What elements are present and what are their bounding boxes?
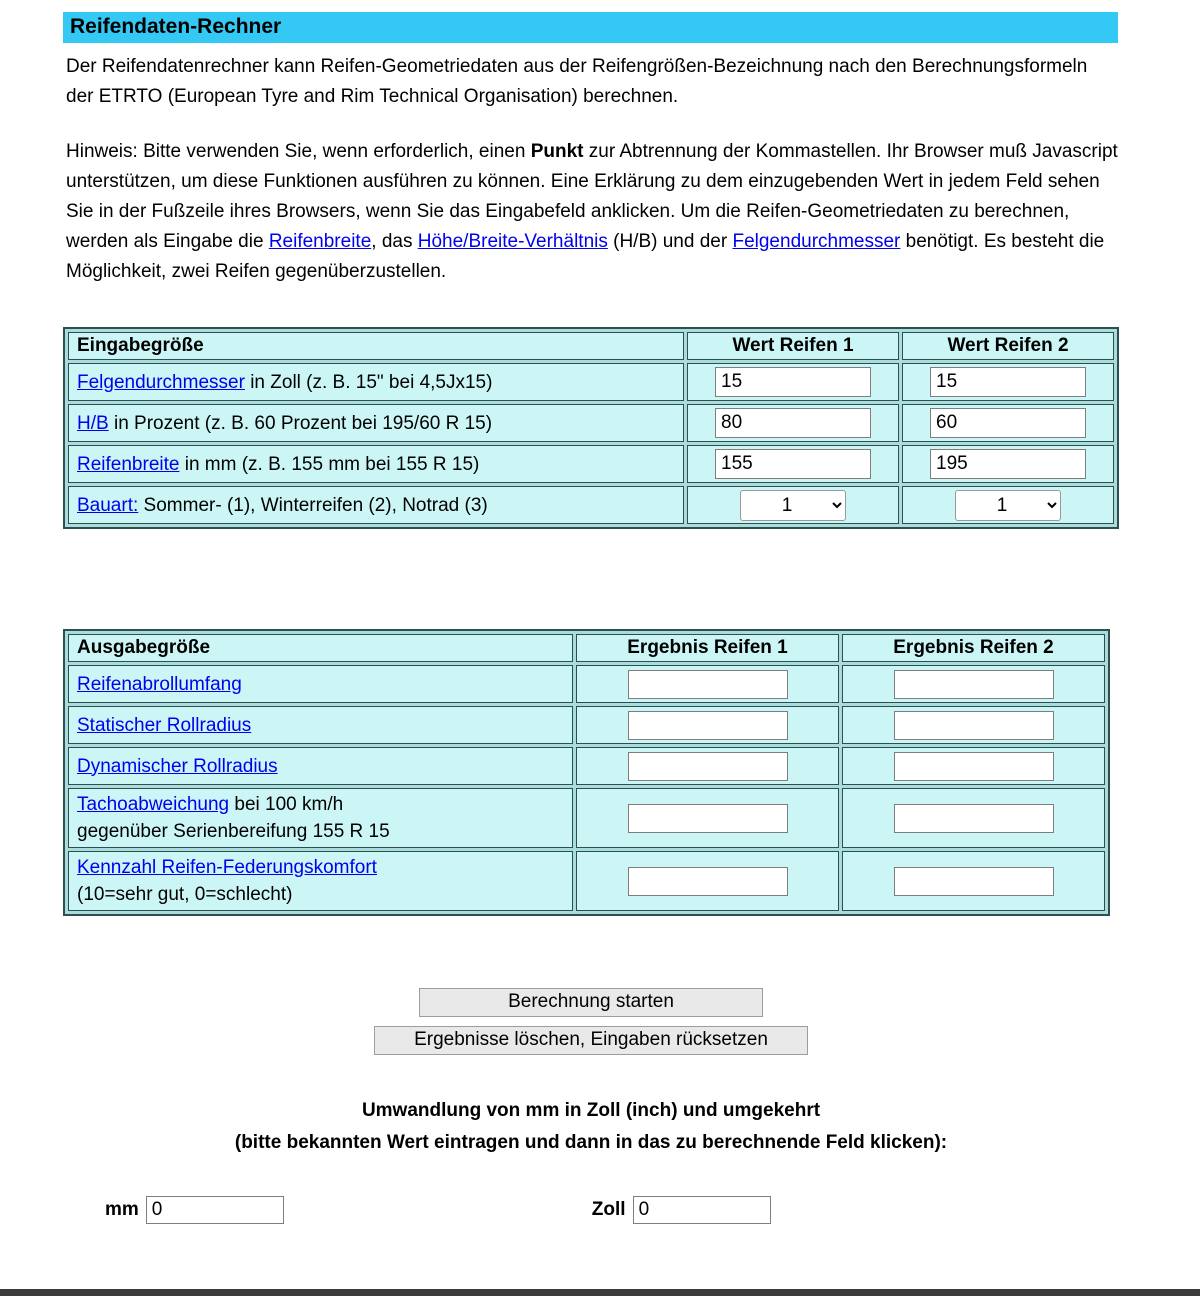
hinweis-text-1: Hinweis: Bitte verwenden Sie, wenn erforderlich, einen bbox=[66, 141, 531, 162]
felgendurchmesser-reifen1-input[interactable] bbox=[715, 367, 871, 397]
link-felgendurchmesser-row[interactable]: Felgendurchmesser bbox=[77, 371, 245, 393]
row-label-text: Sommer- (1), Winterreifen (2), Notrad (3) bbox=[138, 494, 488, 516]
reifenbreite-reifen2-input[interactable] bbox=[930, 449, 1086, 479]
table-row-dynamischer-rollradius bbox=[68, 747, 1105, 785]
output-table bbox=[63, 629, 1110, 916]
link-dynamischer-rollradius[interactable]: Dynamischer Rollradius bbox=[77, 755, 278, 777]
hinweis-paragraph bbox=[66, 137, 1118, 287]
row-label-line2: gegenüber Serienbereifung 155 R 15 bbox=[77, 821, 390, 842]
input-table-header-wert-reifen-1: Wert Reifen 1 bbox=[687, 332, 899, 360]
table-row-tachoabweichung bbox=[68, 788, 1105, 848]
zoll-input[interactable] bbox=[633, 1196, 771, 1224]
input-table-header-eingabegroesse: Eingabegröße bbox=[68, 332, 684, 360]
input-table-header-row bbox=[68, 332, 1114, 360]
row-label-text: in Zoll (z. B. 15" bei 4,5Jx15) bbox=[244, 371, 493, 393]
converter-title: Umwandlung von mm in Zoll (inch) und umgekehrt bbox=[361, 1100, 821, 1121]
converter-subtitle: (bitte bekannten Wert eintragen und dann in das zu berechnende Feld klicken): bbox=[234, 1132, 948, 1153]
input-table-header-wert-reifen-2: Wert Reifen 2 bbox=[902, 332, 1114, 360]
statischer-rollradius-result2-input[interactable] bbox=[894, 711, 1054, 740]
federungskomfort-result1-input[interactable] bbox=[628, 867, 788, 896]
link-hb-row[interactable]: H/B bbox=[77, 412, 109, 434]
hinweis-text-4: (H/B) und der bbox=[607, 231, 733, 252]
hinweis-text-2: zur Abtrennung der Kommastellen. Ihr Browser muß Javascript unterstützen, um diese Funktionen ausführen zu können. Eine Erklärung zu dem einzugebenden Wert in jedem Feld sehen Sie in der Fußzeile ihres Browsers, wenn Sie das Eingabefeld anklicken. Um die Reifen-Geometriedaten zu berechnen, werden als Eingabe die bbox=[66, 141, 1118, 252]
page-title: Reifendaten-Rechner bbox=[63, 12, 1118, 43]
output-table-header-ergebnis-reifen-2: Ergebnis Reifen 2 bbox=[842, 634, 1105, 662]
main-content bbox=[63, 12, 1119, 1224]
intro-paragraph: Der Reifendatenrechner kann Reifen-Geometriedaten aus der Reifengrößen-Bezeichnung nach den Berechnungsformeln der ETRTO (European Tyre and Rim Technical Organisation) berechnen. bbox=[66, 56, 1088, 107]
link-reifenabrollumfang[interactable]: Reifenabrollumfang bbox=[77, 673, 242, 695]
row-label-text: in mm (z. B. 155 mm bei 155 R 15) bbox=[179, 453, 480, 475]
row-label-line2: (10=sehr gut, 0=schlecht) bbox=[77, 884, 293, 905]
hinweis-text-3: , das bbox=[371, 231, 418, 252]
bottom-divider-bar bbox=[0, 1289, 1200, 1296]
statischer-rollradius-result1-input[interactable] bbox=[628, 711, 788, 740]
table-row-statischer-rollradius bbox=[68, 706, 1105, 744]
table-row-felgendurchmesser bbox=[68, 363, 1114, 401]
reifenabrollumfang-result1-input[interactable] bbox=[628, 670, 788, 699]
link-hoehe-breite-verhaeltnis[interactable]: Höhe/Breite-Verhältnis bbox=[417, 231, 608, 252]
converter-row bbox=[63, 1196, 1119, 1224]
row-label-text: bei 100 km/h bbox=[229, 794, 344, 815]
ergebnisse-loeschen-button[interactable]: Ergebnisse löschen, Eingaben rücksetzen bbox=[374, 1026, 808, 1055]
output-table-header-ausgabegroesse: Ausgabegröße bbox=[68, 634, 573, 662]
zoll-label: Zoll bbox=[591, 1199, 626, 1220]
tachoabweichung-result1-input[interactable] bbox=[628, 804, 788, 833]
hinweis-text-5: benötigt. Es besteht die Möglichkeit, zwei Reifen gegenüberzustellen. bbox=[66, 231, 1105, 282]
link-bauart-row[interactable]: Bauart: bbox=[77, 494, 139, 516]
input-table bbox=[63, 327, 1119, 529]
table-row-bauart bbox=[68, 486, 1114, 524]
felgendurchmesser-reifen2-input[interactable] bbox=[930, 367, 1086, 397]
dynamischer-rollradius-result2-input[interactable] bbox=[894, 752, 1054, 781]
hb-reifen2-input[interactable] bbox=[930, 408, 1086, 438]
hinweis-bold-punkt: Punkt bbox=[530, 141, 584, 162]
link-tachoabweichung[interactable]: Tachoabweichung bbox=[77, 794, 230, 815]
output-table-header-ergebnis-reifen-1: Ergebnis Reifen 1 bbox=[576, 634, 839, 662]
link-reifenbreite[interactable]: Reifenbreite bbox=[268, 231, 372, 252]
bauart-reifen2-select[interactable] bbox=[955, 490, 1061, 521]
button-group bbox=[63, 988, 1119, 1055]
federungskomfort-result2-input[interactable] bbox=[894, 867, 1054, 896]
table-row-reifenbreite bbox=[68, 445, 1114, 483]
reifenabrollumfang-result2-input[interactable] bbox=[894, 670, 1054, 699]
link-statischer-rollradius[interactable]: Statischer Rollradius bbox=[77, 714, 252, 736]
berechnung-starten-button[interactable]: Berechnung starten bbox=[419, 988, 763, 1017]
reifenbreite-reifen1-input[interactable] bbox=[715, 449, 871, 479]
table-row-federungskomfort bbox=[68, 851, 1105, 911]
tachoabweichung-result2-input[interactable] bbox=[894, 804, 1054, 833]
link-reifenbreite-row[interactable]: Reifenbreite bbox=[77, 453, 180, 475]
hb-reifen1-input[interactable] bbox=[715, 408, 871, 438]
link-federungskomfort[interactable]: Kennzahl Reifen-Federungskomfort bbox=[77, 857, 377, 878]
bauart-reifen1-select[interactable] bbox=[740, 490, 846, 521]
dynamischer-rollradius-result1-input[interactable] bbox=[628, 752, 788, 781]
table-row-reifenabrollumfang bbox=[68, 665, 1105, 703]
mm-input[interactable] bbox=[146, 1196, 284, 1224]
link-felgendurchmesser[interactable]: Felgendurchmesser bbox=[732, 231, 901, 252]
row-label-text: in Prozent (z. B. 60 Prozent bei 195/60 R 15) bbox=[108, 412, 493, 434]
mm-label: mm bbox=[105, 1199, 139, 1220]
output-table-header-row bbox=[68, 634, 1105, 662]
table-row-hb bbox=[68, 404, 1114, 442]
